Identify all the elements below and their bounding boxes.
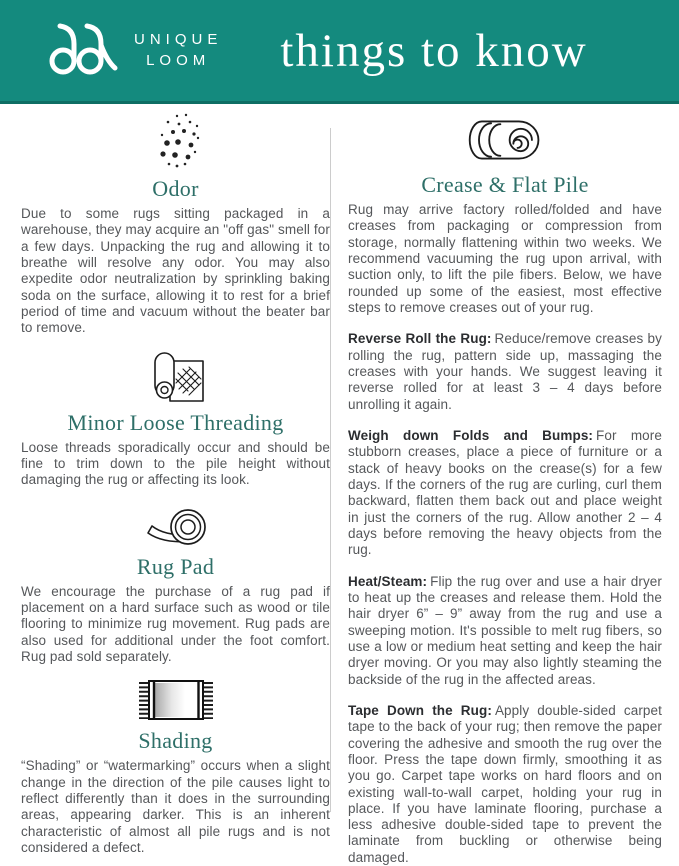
section-minor-loose-threading [21, 350, 330, 489]
tip-text-heat-steam: Flip the rug over and use a hair dryer to heat up the creases and release them. Hold the hair dryer 6” – 9” away from the rug and use a sweeping motion. It's possible to melt rug fibers, so use a low or medium heat setting and keep the hair dryer moving. Or you may also lightly steaming the backside of the rug in the affected areas. [348, 573, 662, 687]
rolled-rug-side-icon [348, 114, 662, 171]
unique-loom-dd-logo-icon [46, 17, 120, 84]
tip-label-heat-steam: Heat/Steam: [348, 573, 428, 589]
rug-pad-roll-icon [21, 502, 330, 553]
rolled-rug-crosshatch-icon [21, 350, 330, 409]
section-body-threading: Loose threads sporadically occur and should be fine to trim down to the pile height without damaging the rug or affecting its look. [21, 439, 330, 488]
tip-reverse-roll [348, 331, 662, 413]
header-banner [0, 0, 679, 104]
section-body-rug-pad: We encourage the purchase of a rug pad if placement on a hard surface such as wood or tile flooring to minimize rug movement. Rug pads are also used for additional under the foot comfort. Rug pad sold separately. [21, 583, 330, 664]
fringed-rug-shading-icon [21, 678, 330, 727]
odor-dots-icon [21, 112, 330, 175]
section-title-odor: Odor [152, 176, 199, 201]
right-column [348, 114, 662, 866]
section-title-crease: Crease & Flat Pile [421, 172, 589, 197]
brand-wordmark [134, 30, 222, 71]
tip-tape-down [348, 703, 662, 866]
page-title: things to know [280, 24, 588, 77]
section-title-shading: Shading [138, 728, 213, 754]
tip-label-reverse-roll: Reverse Roll the Rug: [348, 331, 492, 347]
section-body-odor: Due to some rugs sitting packaged in a warehouse, they may acquire an "off gas" smell for a few days. Unpacking the rug and allowing it to breathe will resolve any odor. You may also expedite odor neutralization by sprinkling baking soda on the surface, allowing it to rest for a brief period of time and vacuum without the beater bar to remove. [21, 206, 330, 336]
section-body-shading: “Shading” or “watermarking” occurs when a slight change in the direction of the pile causes light to reflect differently than it does in the surrounding areas, appearing darker. This is an inherent characteristic of almost all pile rugs and is not considered a defect. [21, 758, 330, 855]
section-crease-flat-pile [348, 114, 662, 316]
brand-line1: UNIQUE [134, 31, 223, 49]
section-body-crease: Rug may arrive factory rolled/folded and have creases from packaging or compression from storage, normally flattening within two weeks. We recommend vacuuming the rug upon arrival, with suction only, to lift the pile fibers. Below, we have rounded up some of the easiest, most effective steps to remove creases out of your rug. [348, 202, 662, 315]
section-rug-pad [21, 502, 330, 666]
tip-weigh-down [348, 428, 662, 559]
tip-label-weigh-down: Weigh down Folds and Bumps: [348, 427, 594, 443]
section-shading [21, 678, 330, 856]
tip-text-reverse-roll: Reduce/remove creases by rolling the rug, pattern side up, massaging the creases with your hands. We suggest leaving it reverse rolled for at least 3 – 4 days before unrolling it again. [348, 331, 662, 412]
section-odor [21, 112, 330, 337]
column-divider [330, 128, 331, 812]
tip-label-tape-down: Tape Down the Rug: [348, 702, 492, 718]
tip-heat-steam [348, 574, 662, 688]
tip-text-tape-down: Apply double-sided carpet tape to the back of your rug; then remove the paper covering the adhesive and smooth the rug over the floor. Press the tape down firmly, smoothing it as you go. Carpet tape works on hard floors and on existing wall-to-wall carpet, holding your rug in place. If you have laminate flooring, purchase a less adhesive double-sided tape to prevent the laminate from buckling or otherwise being damaged. [348, 702, 662, 865]
section-title-threading: Minor Loose Threading [67, 409, 284, 435]
section-title-rug-pad: Rug Pad [136, 553, 215, 579]
brand-line2: LOOM [146, 51, 211, 69]
left-column [21, 112, 330, 856]
tip-text-weigh-down: For more stubborn creases, place a piece of furniture or a stack of heavy books on the crease(s) for a few days. If the corners of the rug are curling, curl them backward, flatten them back out and place weight in just the corners of the rug. Allow another 2 – 4 days before removing the heavy objects from the rug. [348, 427, 662, 558]
